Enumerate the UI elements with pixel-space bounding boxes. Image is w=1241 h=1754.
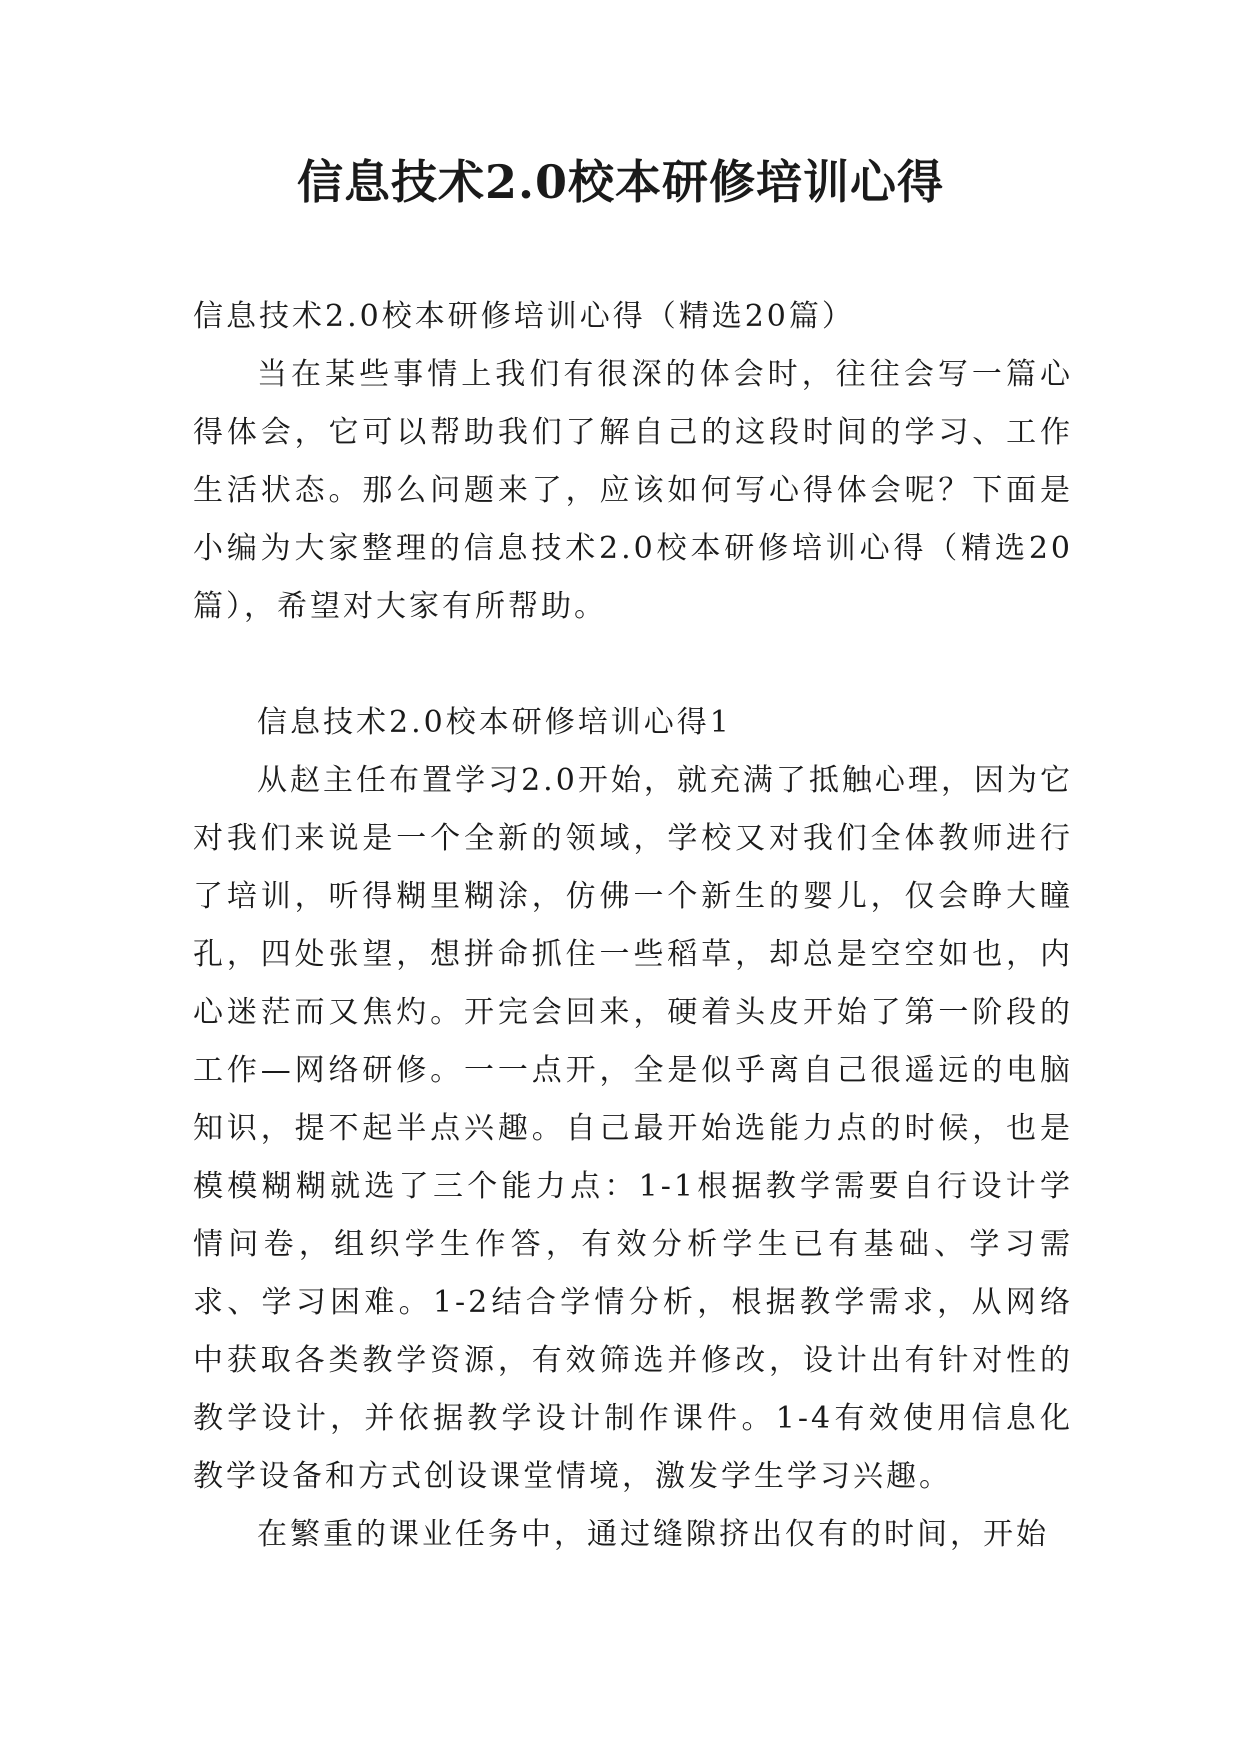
document-subtitle: 信息技术2.0校本研修培训心得（精选20篇） <box>193 299 855 334</box>
body-paragraph-1: 从赵主任布置学习2.0开始，就充满了抵触心理，因为它对我们来说是一个全新的领域，学校又对我们全体教师进行了培训，听得糊里糊涂，仿佛一个新生的婴儿，仅会睁大瞳孔，四处张望，想拼命抓住一些稻草，却总是空空如也，内心迷茫而又焦灼。开完会回来，硬着头皮开始了第一阶段的工作—网络研修。一一点开，全是似乎离自己很遥远的电脑知识，提不起半点兴趣。自己最开始选能力点的时候，也是模模糊糊就选了三个能力点：1-1根据教学需要自行设计学情问卷，组织学生作答，有效分析学生已有基础、学习需求、学习困难。1-2结合学情分析，根据教学需求，从网络中获取各类教学资源，有效筛选并修改，设计出有针对性的教学设计，并依据教学设计制作课件。1-4有效使用信息化教学设备和方式创设课堂情境，激发学生学习兴趣。 <box>193 763 1073 1494</box>
body-paragraph-2: 在繁重的课业任务中，通过缝隙挤出仅有的时间，开始 <box>257 1517 1049 1552</box>
document-title: 信息技术2.0校本研修培训心得 <box>296 155 945 209</box>
document-body <box>193 288 1073 1564</box>
intro-paragraph: 当在某些事情上我们有很深的体会时，往往会写一篇心得体会，它可以帮助我们了解自己的这段时间的学习、工作生活状态。那么问题来了，应该如何写心得体会呢？下面是小编为大家整理的信息技术2.0校本研修培训心得（精选20篇），希望对大家有所帮助。 <box>193 357 1073 624</box>
section-heading: 信息技术2.0校本研修培训心得1 <box>257 705 732 740</box>
paragraph-spacer <box>193 636 1073 694</box>
